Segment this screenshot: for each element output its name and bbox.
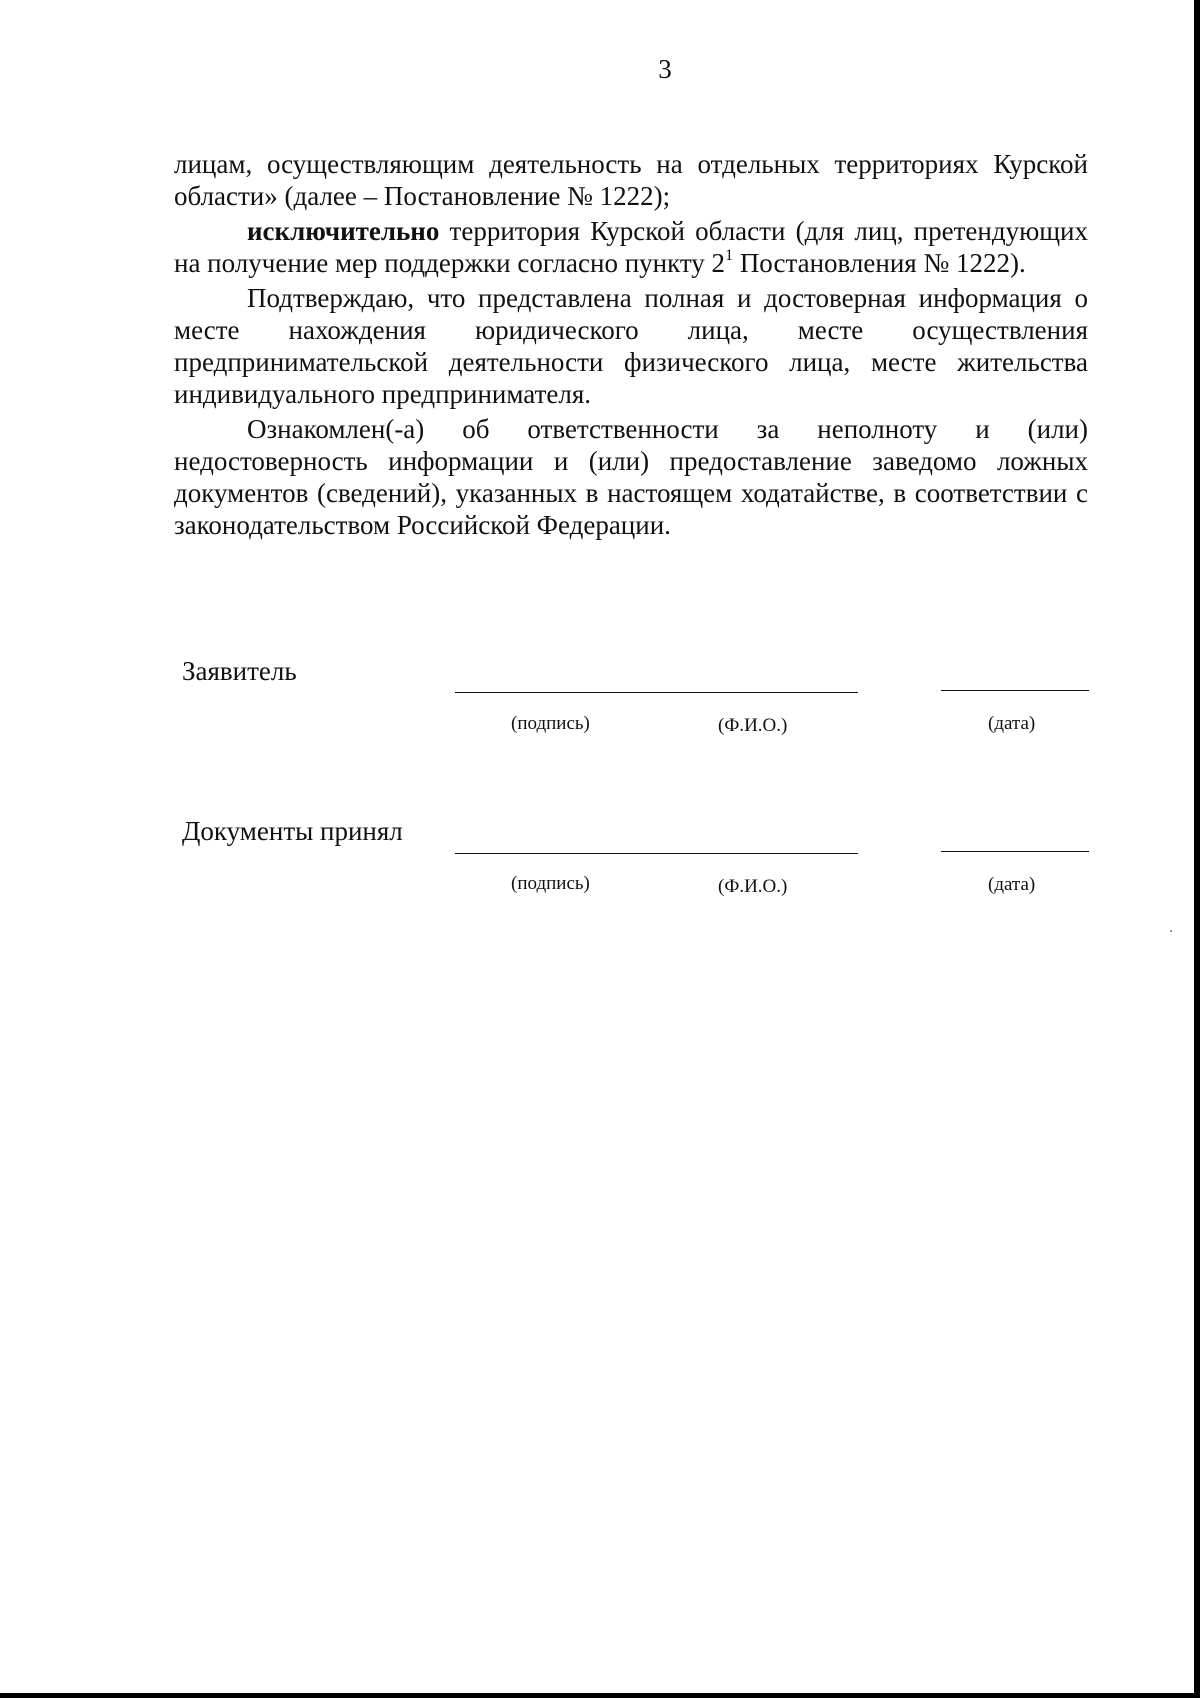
applicant-date-caption: (дата) (988, 713, 1036, 734)
applicant-label: Заявитель (182, 656, 297, 686)
receiver-label: Документы принял (182, 816, 403, 846)
paragraph-territory-tail: Постановления № 1222). (733, 248, 1026, 278)
paragraph-continuation: лицам, осуществляющим деятельность на отдельных территориях Курской области» (далее – Постановление № 1222); (174, 149, 1088, 211)
paragraph-territory (174, 215, 1088, 279)
scan-border-right (1194, 0, 1200, 1698)
footnote-superscript: 1 (725, 247, 734, 264)
receiver-date-line (941, 851, 1089, 852)
document-body (174, 148, 1088, 544)
applicant-date-line (941, 690, 1089, 691)
scan-border-bottom (0, 1693, 1200, 1698)
paragraph-acknowledgement: Ознакомлен(-а) об ответственности за неполноту и (или) недостоверность информации и (или) предоставление заведомо ложных документов (сведений), указанных в настоящем ходатайстве, в соответствии с законодательством Российской Федерации. (174, 414, 1088, 540)
applicant-signature-name-line (455, 692, 858, 693)
applicant-name-caption: (Ф.И.О.) (718, 715, 788, 736)
applicant-signature-caption: (подпись) (511, 713, 590, 734)
receiver-signature-name-line (455, 853, 858, 854)
bold-lead-word: исключительно (247, 216, 440, 246)
scan-speck (1170, 930, 1172, 932)
paragraph-confirmation: Подтверждаю, что представлена полная и достоверная информация о месте нахождения юридического лица, месте осуществления предпринимательской деятельности физического лица, месте жительства индивидуального предпринимателя. (174, 283, 1088, 409)
receiver-name-caption: (Ф.И.О.) (718, 876, 788, 897)
page-number: 3 (658, 54, 672, 84)
receiver-date-caption: (дата) (988, 874, 1036, 895)
paragraph-territory-text: территория Курской области (для лиц, претендующих на получение мер поддержки согласно пункту 2 (174, 216, 1088, 278)
receiver-signature-caption: (подпись) (511, 873, 590, 894)
